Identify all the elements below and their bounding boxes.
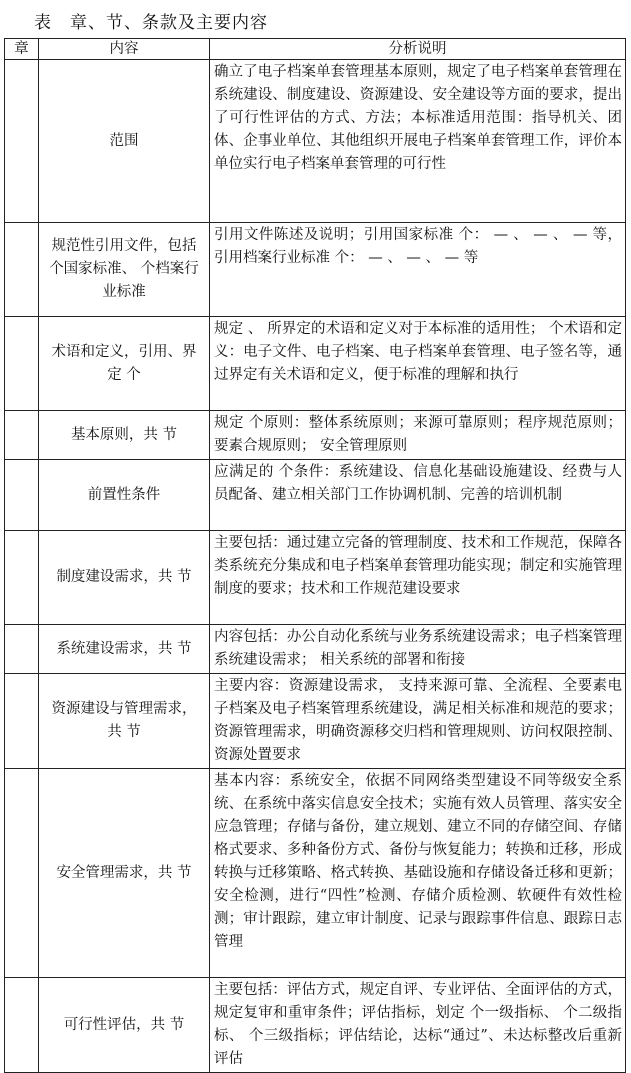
chapter-cell [5,60,39,223]
table-row [5,531,626,625]
analysis-cell: 主要包括：通过建立完备的管理制度、技术和工作规范，保障各类系统充分集成和电子档案单套管理功能实现；制定和实施管理制度的要求；技术和工作规范建设要求 [210,531,626,625]
content-cell: 系统建设需求，共 节 [39,625,210,674]
table-caption: 表 章、节、条款及主要内容 [34,13,268,33]
chapter-cell [5,531,39,625]
content-cell: 术语和定义，引用、界定 个 [39,317,210,411]
content-cell: 范围 [39,60,210,223]
table-row [5,625,626,674]
content-cell: 可行性评估，共 节 [39,978,210,1073]
chapter-cell [5,460,39,531]
content-cell: 资源建设与管理需求，共 节 [39,674,210,769]
header-chapter: 章 [5,39,39,60]
chapter-cell [5,674,39,769]
chapter-cell [5,411,39,460]
header-row [5,39,626,60]
analysis-cell: 应满足的 个条件：系统建设、信息化基础设施建设、经费与人员配备、建立相关部门工作协调机制、完善的培训机制 [210,460,626,531]
analysis-cell: 基本内容：系统安全，依据不同网络类型建设不同等级安全系统、在系统中落实信息安全技术；实施有效人员管理、落实安全应急管理；存储与备份，建立规划、建立不同的存储空间、存储格式要求、多种备份方式、备份与恢复能力；转换和迁移，形成转换与迁移策略、格式转换、基础设施和存储设备迁移和更新；安全检测，进行“四性”检测、存储介质检测、软硬件有效性检测；审计跟踪，建立审计制度、记录与跟踪事件信息、跟踪日志管理 [210,769,626,978]
table-row [5,317,626,411]
chapter-cell [5,317,39,411]
content-cell: 前置性条件 [39,460,210,531]
table-row [5,223,626,317]
analysis-cell: 主要内容：资源建设需求， 支持来源可靠、全流程、全要素电子档案及电子档案管理系统建设，满足相关标准和规范的要求；资源管理需求，明确资源移交归档和管理规则、访问权限控制、资源处置要求 [210,674,626,769]
table-row [5,769,626,978]
content-cell: 基本原则，共 节 [39,411,210,460]
table-row [5,674,626,769]
analysis-cell: 确立了电子档案单套管理基本原则，规定了电子档案单套管理在系统建设、制度建设、资源建设、安全建设等方面的要求，提出了可行性评估的方式、方法；本标准适用范围：指导机关、团体、企事业单位、其他组织开展电子档案单套管理工作，评价本单位实行电子档案单套管理的可行性 [210,60,626,223]
chapter-cell [5,769,39,978]
content-cell: 规范性引用文件，包括 个国家标准、 个档案行业标准 [39,223,210,317]
header-content: 内容 [39,39,210,60]
table-row [5,460,626,531]
analysis-cell: 内容包括：办公自动化系统与业务系统建设需求；电子档案管理系统建设需求； 相关系统的部署和衔接 [210,625,626,674]
table-row [5,60,626,223]
analysis-cell: 规定 、 所界定的术语和定义对于本标准的适用性； 个术语和定义：电子文件、电子档案、电子档案单套管理、电子签名等，通过界定有关术语和定义，便于标准的理解和执行 [210,317,626,411]
analysis-cell: 规定 个原则：整体系统原则；来源可靠原则；程序规范原则；要素合规原则； 安全管理原则 [210,411,626,460]
contents-table [4,38,626,1073]
chapter-cell [5,625,39,674]
chapter-cell [5,978,39,1073]
table-row [5,411,626,460]
header-analysis: 分析说明 [210,39,626,60]
analysis-cell: 引用文件陈述及说明；引用国家标准 个： — 、 — 、 — 等，引用档案行业标准 个： — 、 — 、 — 等 [210,223,626,317]
chapter-cell [5,223,39,317]
content-cell: 安全管理需求，共 节 [39,769,210,978]
content-cell: 制度建设需求，共 节 [39,531,210,625]
analysis-cell: 主要包括：评估方式，规定自评、专业评估、全面评估的方式，规定复审和重审条件；评估指标，划定 个一级指标、 个二级指标、 个三级指标；评估结论，达标“通过”、未达标整改后重新评估 [210,978,626,1073]
table-row [5,978,626,1073]
